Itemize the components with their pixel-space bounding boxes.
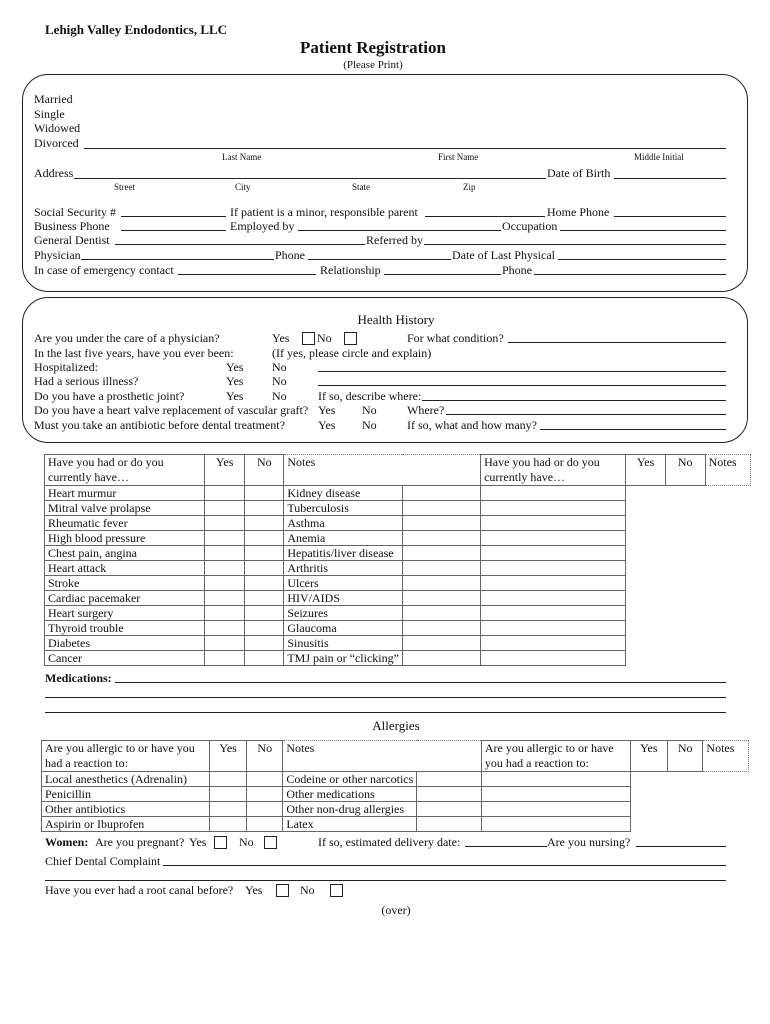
heart-valve-no[interactable]: No xyxy=(362,403,377,417)
minor-parent-field[interactable] xyxy=(425,216,545,217)
allergies-no-header-right: No xyxy=(667,741,702,772)
condition-left-label: Heart murmur xyxy=(45,486,205,501)
physician-yes-checkbox[interactable] xyxy=(302,332,315,345)
condition-left-no-cell[interactable] xyxy=(245,621,284,636)
allergies-no-header: No xyxy=(247,741,283,772)
antibiotic-label: Must you take an antibiotic before dental treatment? xyxy=(34,418,285,432)
condition-left-yes-cell[interactable] xyxy=(204,516,244,531)
nursing-field[interactable] xyxy=(636,846,726,847)
condition-row xyxy=(45,651,751,666)
condition-row xyxy=(45,486,751,501)
condition-left-no-cell[interactable] xyxy=(245,651,284,666)
condition-right-no-cell[interactable] xyxy=(481,576,626,591)
last-physical-label: Date of Last Physical xyxy=(452,248,555,262)
conditions-notes-left[interactable] xyxy=(284,455,481,486)
q-physician-yes: Yes xyxy=(272,331,290,345)
allergies-yes-header: Yes xyxy=(210,741,247,772)
condition-right-label: Ulcers xyxy=(284,576,403,591)
allergies-header-left xyxy=(42,741,210,772)
street-label: Street xyxy=(114,182,135,192)
root-canal-no-checkbox[interactable] xyxy=(330,884,343,897)
allergy-left-no-cell[interactable] xyxy=(247,787,283,802)
allergy-row xyxy=(42,772,749,787)
condition-right-yes-cell[interactable] xyxy=(402,546,480,561)
condition-right-yes-cell[interactable] xyxy=(402,636,480,651)
condition-field[interactable] xyxy=(508,342,726,343)
condition-right-no-cell[interactable] xyxy=(481,546,626,561)
condition-row xyxy=(45,546,751,561)
allergies-table xyxy=(41,740,749,832)
emergency-phone-label: Phone xyxy=(502,263,532,277)
allergies-body xyxy=(42,772,749,832)
condition-left-no-cell[interactable] xyxy=(245,516,284,531)
condition-right-label: Asthma xyxy=(284,516,403,531)
conditions-header-right xyxy=(481,455,626,486)
antibiotic-yes[interactable]: Yes xyxy=(318,418,336,432)
prosthetic-no[interactable]: No xyxy=(272,389,287,403)
condition-left-no-cell[interactable] xyxy=(245,561,284,576)
general-dentist-field[interactable] xyxy=(115,244,365,245)
allergy-right-no-cell[interactable] xyxy=(481,802,630,817)
business-phone-label: Business Phone xyxy=(34,219,110,233)
condition-right-label: Seizures xyxy=(284,606,403,621)
allergy-left-label: Aspirin or Ibuprofen xyxy=(42,817,210,832)
relationship-label: Relationship xyxy=(320,263,381,277)
allergies-header-right-line1: Are you allergic to or have xyxy=(484,741,614,755)
condition-left-label: Heart surgery xyxy=(45,606,205,621)
delivery-date-field[interactable] xyxy=(465,846,547,847)
page-title: Patient Registration xyxy=(300,38,446,57)
condition-left-yes-cell[interactable] xyxy=(204,621,244,636)
condition-left-label: Stroke xyxy=(45,576,205,591)
condition-right-no-cell[interactable] xyxy=(481,516,626,531)
allergy-right-label: Codeine or other narcotics xyxy=(283,772,417,787)
how-many-label: If so, what and how many? xyxy=(407,418,537,432)
pregnant-label: Are you pregnant? xyxy=(95,835,185,849)
condition-right-label: TMJ pain or “clicking” xyxy=(284,651,403,666)
root-canal-yes-checkbox[interactable] xyxy=(276,884,289,897)
condition-left-label: Rheumatic fever xyxy=(45,516,205,531)
prosthetic-yes[interactable]: Yes xyxy=(226,389,244,403)
medications-label: Medications: xyxy=(45,671,112,685)
condition-row xyxy=(45,516,751,531)
condition-left-label: Chest pain, angina xyxy=(45,546,205,561)
page-subtitle: (Please Print) xyxy=(343,59,403,71)
hospitalized-no[interactable]: No xyxy=(272,360,287,374)
allergy-right-no-cell[interactable] xyxy=(481,772,630,787)
ssn-field[interactable] xyxy=(121,216,226,217)
zip-label: Zip xyxy=(463,182,476,192)
allergy-right-label: Other non-drug allergies xyxy=(283,802,417,817)
condition-left-yes-cell[interactable] xyxy=(204,501,244,516)
condition-left-no-cell[interactable] xyxy=(245,606,284,621)
allergy-right-no-cell[interactable] xyxy=(481,787,630,802)
condition-row xyxy=(45,591,751,606)
pregnant-no-label: No xyxy=(239,835,254,849)
allergy-left-label: Penicillin xyxy=(42,787,210,802)
allergies-header-line2: had a reaction to: xyxy=(45,756,128,770)
illness-no[interactable]: No xyxy=(272,374,287,388)
condition-right-label: Sinusitis xyxy=(284,636,403,651)
condition-row xyxy=(45,561,751,576)
physician-phone-field[interactable] xyxy=(308,259,451,260)
heart-valve-yes[interactable]: Yes xyxy=(318,403,336,417)
state-label: State xyxy=(352,182,370,192)
condition-right-yes-cell[interactable] xyxy=(402,606,480,621)
conditions-header-right-line2: currently have… xyxy=(484,470,566,484)
condition-left-label: Diabetes xyxy=(45,636,205,651)
pregnant-yes-label: Yes xyxy=(189,835,207,849)
health-history-title: Health History xyxy=(357,312,435,327)
condition-row xyxy=(45,606,751,621)
root-canal-no-label: No xyxy=(300,883,315,897)
allergy-right-label: Latex xyxy=(283,817,417,832)
condition-left-yes-cell[interactable] xyxy=(204,636,244,651)
women-label: Women: xyxy=(45,835,89,849)
allergy-left-no-cell[interactable] xyxy=(247,817,283,832)
referred-by-field[interactable] xyxy=(424,244,726,245)
conditions-header-line2: currently have… xyxy=(48,470,129,484)
address-label: Address xyxy=(34,166,74,180)
prosthetic-label: Do you have a prosthetic joint? xyxy=(34,389,185,403)
allergy-right-yes-cell[interactable] xyxy=(417,772,482,787)
pregnant-no-checkbox[interactable] xyxy=(264,836,277,849)
physician-label: Physician xyxy=(34,248,81,262)
condition-left-label: Thyroid trouble xyxy=(45,621,205,636)
employed-by-field[interactable] xyxy=(298,230,501,231)
describe-label: If so, describe where: xyxy=(318,389,422,403)
occupation-field[interactable] xyxy=(560,230,726,231)
last-physical-field[interactable] xyxy=(558,259,726,260)
condition-right-no-cell[interactable] xyxy=(481,501,626,516)
condition-row xyxy=(45,576,751,591)
medications-line-2[interactable] xyxy=(45,697,726,698)
allergy-right-yes-cell[interactable] xyxy=(417,802,482,817)
hospitalized-label: Hospitalized: xyxy=(34,360,98,374)
condition-right-yes-cell[interactable] xyxy=(402,501,480,516)
condition-left-no-cell[interactable] xyxy=(245,591,284,606)
condition-left-label: Mitral valve prolapse xyxy=(45,501,205,516)
allergy-row xyxy=(42,787,749,802)
marital-married[interactable]: Married xyxy=(34,92,73,106)
root-canal-yes-label: Yes xyxy=(245,883,263,897)
condition-row xyxy=(45,501,751,516)
condition-right-no-cell[interactable] xyxy=(481,606,626,621)
marital-single[interactable]: Single xyxy=(34,107,65,121)
allergy-right-yes-cell[interactable] xyxy=(417,787,482,802)
emergency-contact-field[interactable] xyxy=(178,274,316,275)
condition-row xyxy=(45,636,751,651)
medications-line-3[interactable] xyxy=(45,712,726,713)
nursing-label: Are you nursing? xyxy=(547,835,631,849)
practice-name: Lehigh Valley Endodontics, LLC xyxy=(45,22,228,37)
hospitalized-yes[interactable]: Yes xyxy=(226,360,244,374)
condition-left-label: High blood pressure xyxy=(45,531,205,546)
allergy-left-yes-cell[interactable] xyxy=(210,772,247,787)
illness-label: Had a serious illness? xyxy=(34,374,139,388)
general-dentist-label: General Dentist xyxy=(34,233,110,247)
physician-phone-label: Phone xyxy=(275,248,305,262)
condition-right-no-cell[interactable] xyxy=(481,636,626,651)
occupation-label: Occupation xyxy=(502,219,558,233)
heart-valve-label: Do you have a heart valve replacement of vascular graft? xyxy=(34,403,309,417)
conditions-yes-header-right: Yes xyxy=(626,455,666,486)
last-name-label: Last Name xyxy=(222,152,262,162)
first-name-label: First Name xyxy=(438,152,479,162)
allergies-title: Allergies xyxy=(372,718,420,733)
home-phone-label: Home Phone xyxy=(547,205,610,219)
where-field[interactable] xyxy=(446,414,726,415)
condition-left-no-cell[interactable] xyxy=(245,501,284,516)
home-phone-field[interactable] xyxy=(614,216,726,217)
allergies-notes-label-right: Notes xyxy=(706,741,735,755)
physician-no-checkbox[interactable] xyxy=(344,332,357,345)
condition-right-label: Arthritis xyxy=(284,561,403,576)
allergies-header-right-line2: you had a reaction to: xyxy=(484,756,589,770)
conditions-yes-header: Yes xyxy=(204,455,244,486)
conditions-header-line1: Have you had or do you xyxy=(48,455,164,469)
allergy-left-label: Local anesthetics (Adrenalin) xyxy=(42,772,210,787)
conditions-header-right-line1: Have you had or do you xyxy=(484,455,600,469)
conditions-notes-right[interactable] xyxy=(705,455,750,486)
name-field[interactable] xyxy=(84,148,726,149)
delivery-date-label: If so, estimated delivery date: xyxy=(318,835,461,849)
condition-right-label: Kidney disease xyxy=(284,486,403,501)
condition-left-no-cell[interactable] xyxy=(245,486,284,501)
describe-field[interactable] xyxy=(422,400,726,401)
condition-right-yes-cell[interactable] xyxy=(402,576,480,591)
marital-widowed[interactable]: Widowed xyxy=(34,121,81,135)
conditions-body xyxy=(45,486,751,666)
condition-left-no-cell[interactable] xyxy=(245,531,284,546)
condition-right-label: Glaucoma xyxy=(284,621,403,636)
emergency-contact-label: In case of emergency contact xyxy=(34,263,174,277)
antibiotic-no[interactable]: No xyxy=(362,418,377,432)
allergy-left-yes-cell[interactable] xyxy=(210,817,247,832)
condition-left-label: Cardiac pacemaker xyxy=(45,591,205,606)
condition-left-no-cell[interactable] xyxy=(245,576,284,591)
referred-by-label: Referred by xyxy=(366,233,423,247)
chief-complaint-label: Chief Dental Complaint xyxy=(45,854,161,868)
condition-left-yes-cell[interactable] xyxy=(204,561,244,576)
condition-left-yes-cell[interactable] xyxy=(204,576,244,591)
allergies-header-line1: Are you allergic to or have you xyxy=(45,741,195,755)
allergy-right-label: Other medications xyxy=(283,787,417,802)
q-physician-care: Are you under the care of a physician? xyxy=(34,331,220,345)
illness-yes[interactable]: Yes xyxy=(226,374,244,388)
condition-right-no-cell[interactable] xyxy=(481,531,626,546)
condition-right-label: Anemia xyxy=(284,531,403,546)
where-label: Where? xyxy=(407,403,445,417)
relationship-field[interactable] xyxy=(384,274,501,275)
condition-right-no-cell[interactable] xyxy=(481,486,626,501)
city-label: City xyxy=(235,182,251,192)
condition-right-label: Hepatitis/liver disease xyxy=(284,546,403,561)
conditions-no-header-right: No xyxy=(665,455,705,486)
conditions-header-left xyxy=(45,455,205,486)
business-phone-field[interactable] xyxy=(121,230,226,231)
condition-label: For what condition? xyxy=(407,331,504,345)
condition-right-yes-cell[interactable] xyxy=(402,591,480,606)
root-canal-label: Have you ever had a root canal before? xyxy=(45,883,234,897)
condition-right-yes-cell[interactable] xyxy=(402,651,480,666)
condition-right-yes-cell[interactable] xyxy=(402,621,480,636)
address-field[interactable] xyxy=(74,178,546,179)
allergies-notes-label-left: Notes xyxy=(286,741,315,755)
condition-left-no-cell[interactable] xyxy=(245,636,284,651)
medications-line-1[interactable] xyxy=(115,682,726,683)
condition-right-yes-cell[interactable] xyxy=(402,516,480,531)
pregnant-yes-checkbox[interactable] xyxy=(214,836,227,849)
q-five-years: In the last five years, have you ever been: xyxy=(34,346,234,360)
condition-right-no-cell[interactable] xyxy=(481,561,626,576)
allergy-left-yes-cell[interactable] xyxy=(210,802,247,817)
chief-complaint-field[interactable] xyxy=(163,865,726,866)
allergy-left-no-cell[interactable] xyxy=(247,802,283,817)
condition-row xyxy=(45,531,751,546)
condition-left-yes-cell[interactable] xyxy=(204,591,244,606)
physician-field[interactable] xyxy=(81,259,274,260)
notes-label-right: Notes xyxy=(708,455,737,469)
condition-right-label: Tuberculosis xyxy=(284,501,403,516)
conditions-table xyxy=(44,454,751,666)
allergy-right-no-cell[interactable] xyxy=(481,817,630,832)
hospitalized-explain-field[interactable] xyxy=(318,371,726,372)
q-five-years-note: (If yes, please circle and explain) xyxy=(272,346,432,360)
marital-divorced[interactable]: Divorced xyxy=(34,136,79,150)
allergy-left-label: Other antibiotics xyxy=(42,802,210,817)
ssn-label: Social Security # xyxy=(34,205,116,219)
allergy-row xyxy=(42,802,749,817)
conditions-no-header: No xyxy=(245,455,284,486)
how-many-field[interactable] xyxy=(540,429,726,430)
condition-row xyxy=(45,621,751,636)
illness-explain-field[interactable] xyxy=(318,385,726,386)
condition-left-yes-cell[interactable] xyxy=(204,651,244,666)
condition-left-label: Heart attack xyxy=(45,561,205,576)
condition-right-no-cell[interactable] xyxy=(481,591,626,606)
dob-label: Date of Birth xyxy=(547,166,611,180)
condition-left-yes-cell[interactable] xyxy=(204,606,244,621)
allergy-left-yes-cell[interactable] xyxy=(210,787,247,802)
condition-right-yes-cell[interactable] xyxy=(402,531,480,546)
condition-right-label: HIV/AIDS xyxy=(284,591,403,606)
allergy-right-yes-cell[interactable] xyxy=(417,817,482,832)
condition-left-yes-cell[interactable] xyxy=(204,546,244,561)
dob-field[interactable] xyxy=(614,178,726,179)
chief-complaint-line-2[interactable] xyxy=(45,880,726,881)
notes-label-left: Notes xyxy=(287,455,316,469)
condition-right-yes-cell[interactable] xyxy=(402,486,480,501)
allergy-left-no-cell[interactable] xyxy=(247,772,283,787)
allergies-notes-right[interactable] xyxy=(703,741,749,772)
condition-right-yes-cell[interactable] xyxy=(402,561,480,576)
allergies-header-right xyxy=(481,741,630,772)
emergency-phone-field[interactable] xyxy=(534,274,726,275)
condition-left-yes-cell[interactable] xyxy=(204,531,244,546)
condition-left-no-cell[interactable] xyxy=(245,546,284,561)
middle-initial-label: Middle Initial xyxy=(634,152,684,162)
allergy-row xyxy=(42,817,749,832)
employed-by-label: Employed by xyxy=(230,219,295,233)
condition-right-no-cell[interactable] xyxy=(481,621,626,636)
q-physician-no: No xyxy=(317,331,332,345)
condition-left-yes-cell[interactable] xyxy=(204,486,244,501)
condition-left-label: Cancer xyxy=(45,651,205,666)
allergies-yes-header-right: Yes xyxy=(630,741,667,772)
condition-right-no-cell[interactable] xyxy=(481,651,626,666)
over-note: (over) xyxy=(381,903,411,917)
minor-parent-label: If patient is a minor, responsible parent xyxy=(230,205,418,219)
allergies-notes-left[interactable] xyxy=(283,741,482,772)
